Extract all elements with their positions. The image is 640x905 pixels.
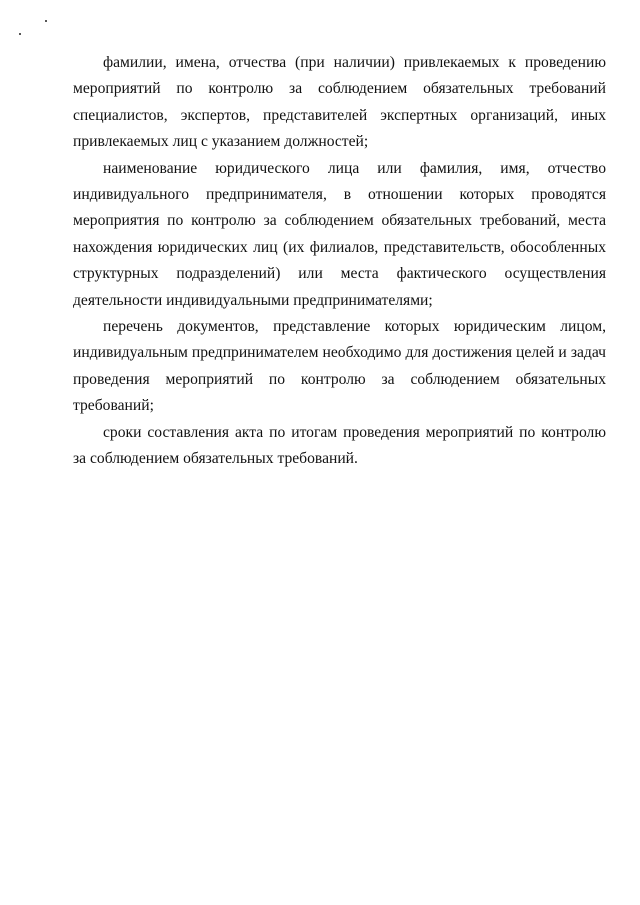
paragraph-documents-list: перечень документов, представление которых юридическим лицом, индивидуальным предпринимателем необходимо для достижения целей и задач проведения мероприятий по контролю за соблюдением обязательных требований; bbox=[73, 318, 606, 415]
scan-speck bbox=[45, 20, 47, 22]
paragraph-subject-entity: наименование юридического лица или фамилия, имя, отчество индивидуального предпринимателя, в отношении которых проводятся мероприятия по контролю за соблюдением обязательных требований, места нахождения юридических лиц (их филиалов, представительств, обособленных структурных подразделений) или места фактического осуществления деятельности индивидуальными предпринимателями; bbox=[73, 159, 606, 309]
paragraph-participants: фамилии, имена, отчества (при наличии) привлекаемых к проведению мероприятий по контролю за соблюдением обязательных требований специалистов, экспертов, представителей экспертных организаций, иных привлекаемых лиц с указанием должностей; bbox=[73, 54, 606, 151]
scan-speck bbox=[19, 33, 21, 35]
paragraph-act-deadlines: сроки составления акта по итогам проведения мероприятий по контролю за соблюдением обязательных требований. bbox=[73, 423, 606, 468]
document-body bbox=[73, 50, 606, 473]
